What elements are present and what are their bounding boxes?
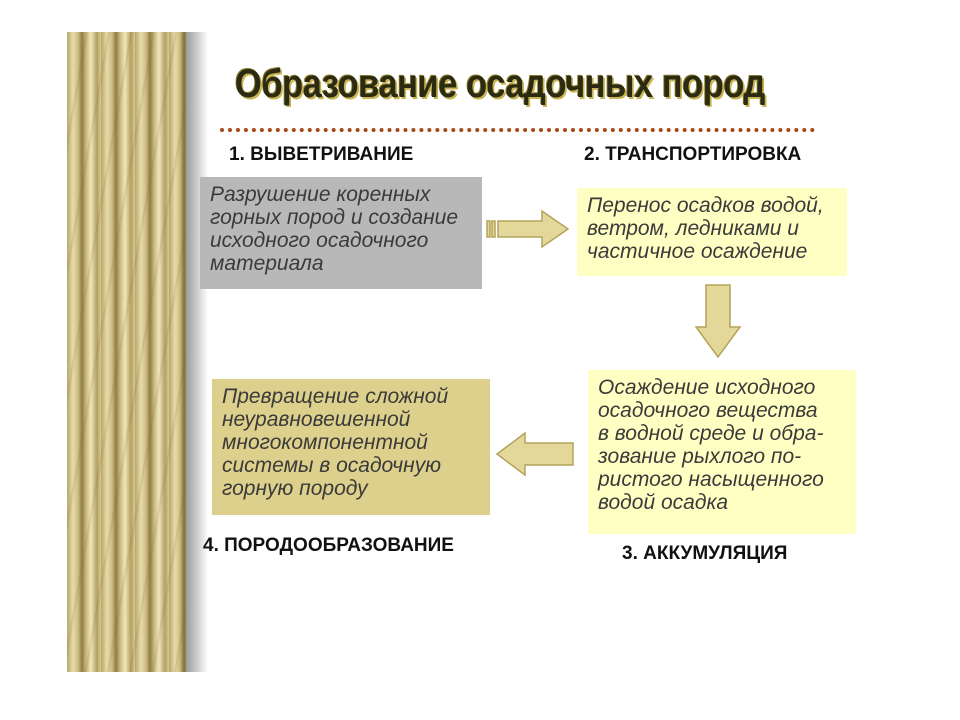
- box-line: неуравновешенной: [222, 408, 411, 431]
- stage-label-lithification: 4. ПОРОДООБРАЗОВАНИЕ: [203, 535, 454, 556]
- box-line: Осаждение исходного: [598, 376, 816, 399]
- arrow-down-icon: [694, 283, 742, 359]
- page-title: Образование осадочных пород: [235, 62, 765, 106]
- box-line: частичное осаждение: [587, 240, 808, 263]
- arrow-right-stripe: [492, 221, 495, 237]
- stage-label-accumulation: 3. АККУМУЛЯЦИЯ: [622, 543, 788, 564]
- box-line: ветром, ледниками и: [587, 217, 799, 240]
- arrow-left-icon: [495, 431, 575, 477]
- box-line: материала: [210, 252, 324, 275]
- box-line: Разрушение коренных: [210, 183, 431, 206]
- box-line: зование рыхлого по-: [598, 445, 802, 468]
- box-line: осадочного вещества: [598, 399, 818, 422]
- box-line: Превращение сложной: [222, 385, 449, 408]
- stage-label-weathering: 1. ВЫВЕТРИВАНИЕ: [229, 144, 414, 165]
- arrow-left-shape: [497, 433, 573, 475]
- stage-label-transport: 2. ТРАНСПОРТИРОВКА: [584, 144, 802, 165]
- stage-box-lithification: [212, 379, 490, 515]
- box-line: горных пород и создание: [210, 206, 459, 229]
- column-shadow: [186, 32, 208, 672]
- box-line: в водной среде и обра-: [598, 422, 824, 445]
- stage-box-weathering: [200, 177, 482, 289]
- arrow-right-shape: [498, 211, 568, 247]
- box-line: водой осадка: [598, 491, 729, 514]
- box-line: Перенос осадков водой,: [587, 194, 824, 217]
- arrow-right-icon: [486, 209, 570, 249]
- box-line: многокомпонентной: [222, 431, 428, 454]
- stage-box-accumulation: [588, 370, 856, 534]
- box-line: ристого насыщенного: [598, 468, 824, 491]
- arrow-down-shape: [696, 285, 740, 357]
- arrow-right-stripe: [487, 221, 490, 237]
- decorative-column: [67, 32, 200, 672]
- title-underline: [220, 128, 815, 132]
- box-line: исходного осадочного: [210, 229, 429, 252]
- box-line: горную породу: [222, 477, 368, 500]
- box-line: системы в осадочную: [222, 454, 442, 477]
- stage-box-transport: [577, 188, 847, 276]
